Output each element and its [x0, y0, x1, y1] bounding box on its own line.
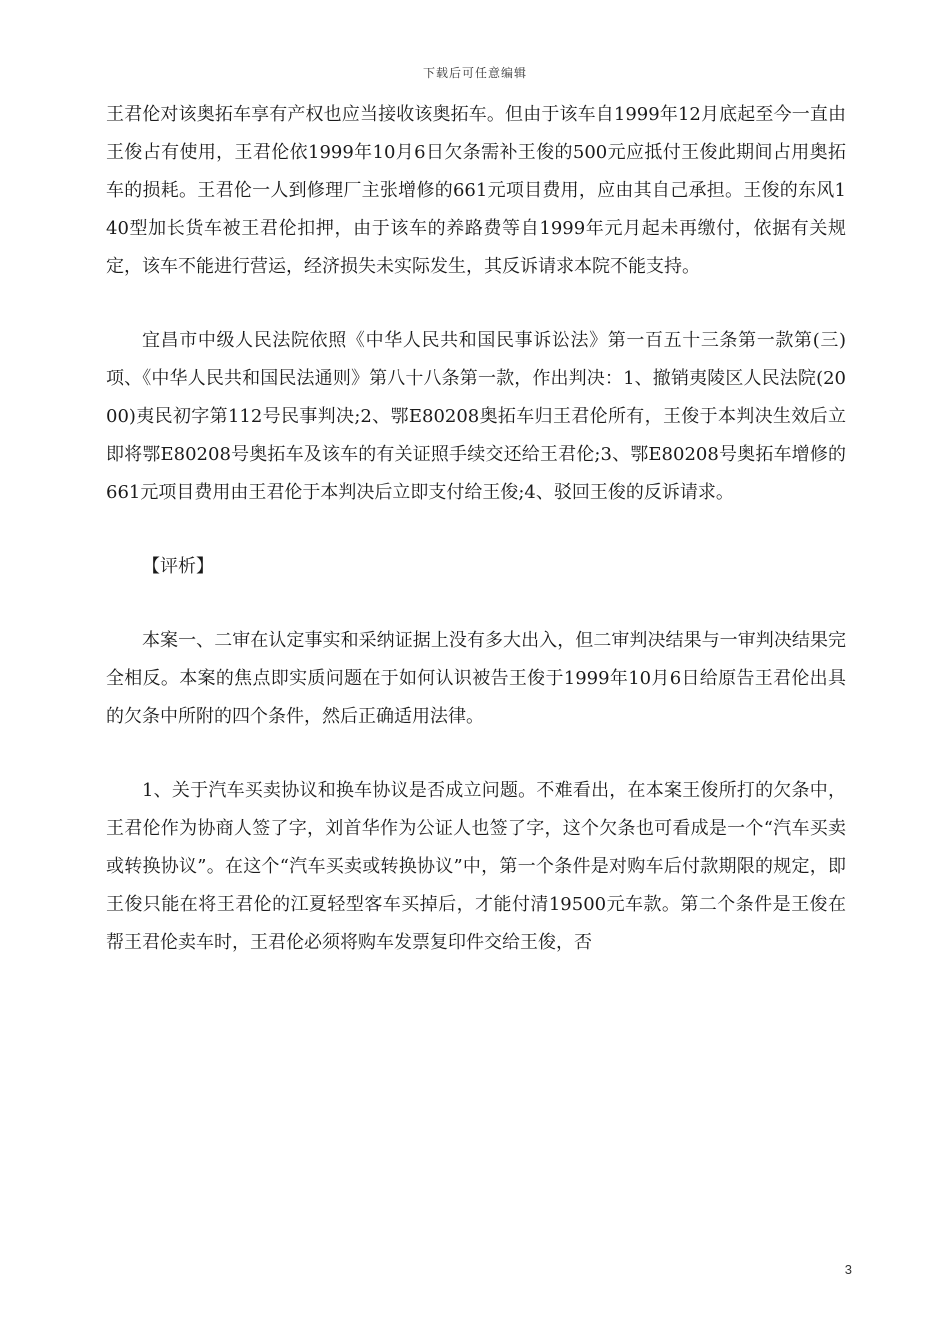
section-heading-analysis: 【评析】: [142, 556, 214, 577]
document-body: [106, 96, 846, 962]
paragraph-continuation: 王君伦对该奥拓车享有产权也应当接收该奥拓车。但由于该车自1999年12月底起至今一直由王俊占有使用，王君伦依1999年10月6日欠条需补王俊的500元应抵付王俊此期间占用奥拓车的损耗。王君伦一人到修理厂主张增修的661元项目费用，应由其自己承担。王俊的东风140型加长货车被王君伦扣押，由于该车的养路费等自1999年元月起未再缴付，依据有关规定，该车不能进行营运，经济损失未实际发生，其反诉请求本院不能支持。: [106, 104, 846, 277]
paragraph-analysis-point-1: 1、关于汽车买卖协议和换车协议是否成立问题。不难看出，在本案王俊所打的欠条中，王君伦作为协商人签了字，刘首华作为公证人也签了字，这个欠条也可看成是一个“汽车买卖或转换协议”。在这个“汽车买卖或转换协议”中，第一个条件是对购车后付款期限的规定，即王俊只能在将王君伦的江夏轻型客车买掉后，才能付清19500元车款。第二个条件是王俊在帮王君伦卖车时，王君伦必须将购车发票复印件交给王俊，否: [106, 780, 846, 953]
paragraph-judgment: 宜昌市中级人民法院依照《中华人民共和国民事诉讼法》第一百五十三条第一款第(三)项、《中华人民共和国民法通则》第八十八条第一款，作出判决：1、撤销夷陵区人民法院(2000)夷民初字第112号民事判决;2、鄂E80208奥拓车归王君伦所有，王俊于本判决生效后立即将鄂E80208号奥拓车及该车的有关证照手续交还给王君伦;3、鄂E80208号奥拓车增修的661元项目费用由王君伦于本判决后立即支付给王俊;4、驳回王俊的反诉请求。: [106, 330, 846, 503]
page-number: 3: [844, 1262, 852, 1277]
paragraph-analysis-intro: 本案一、二审在认定事实和采纳证据上没有多大出入，但二审判决结果与一审判决结果完全相反。本案的焦点即实质问题在于如何认识被告王俊于1999年10月6日给原告王君伦出具的欠条中所附的四个条件，然后正确适用法律。: [106, 630, 846, 727]
page-header: 下载后可任意编辑: [422, 66, 527, 80]
